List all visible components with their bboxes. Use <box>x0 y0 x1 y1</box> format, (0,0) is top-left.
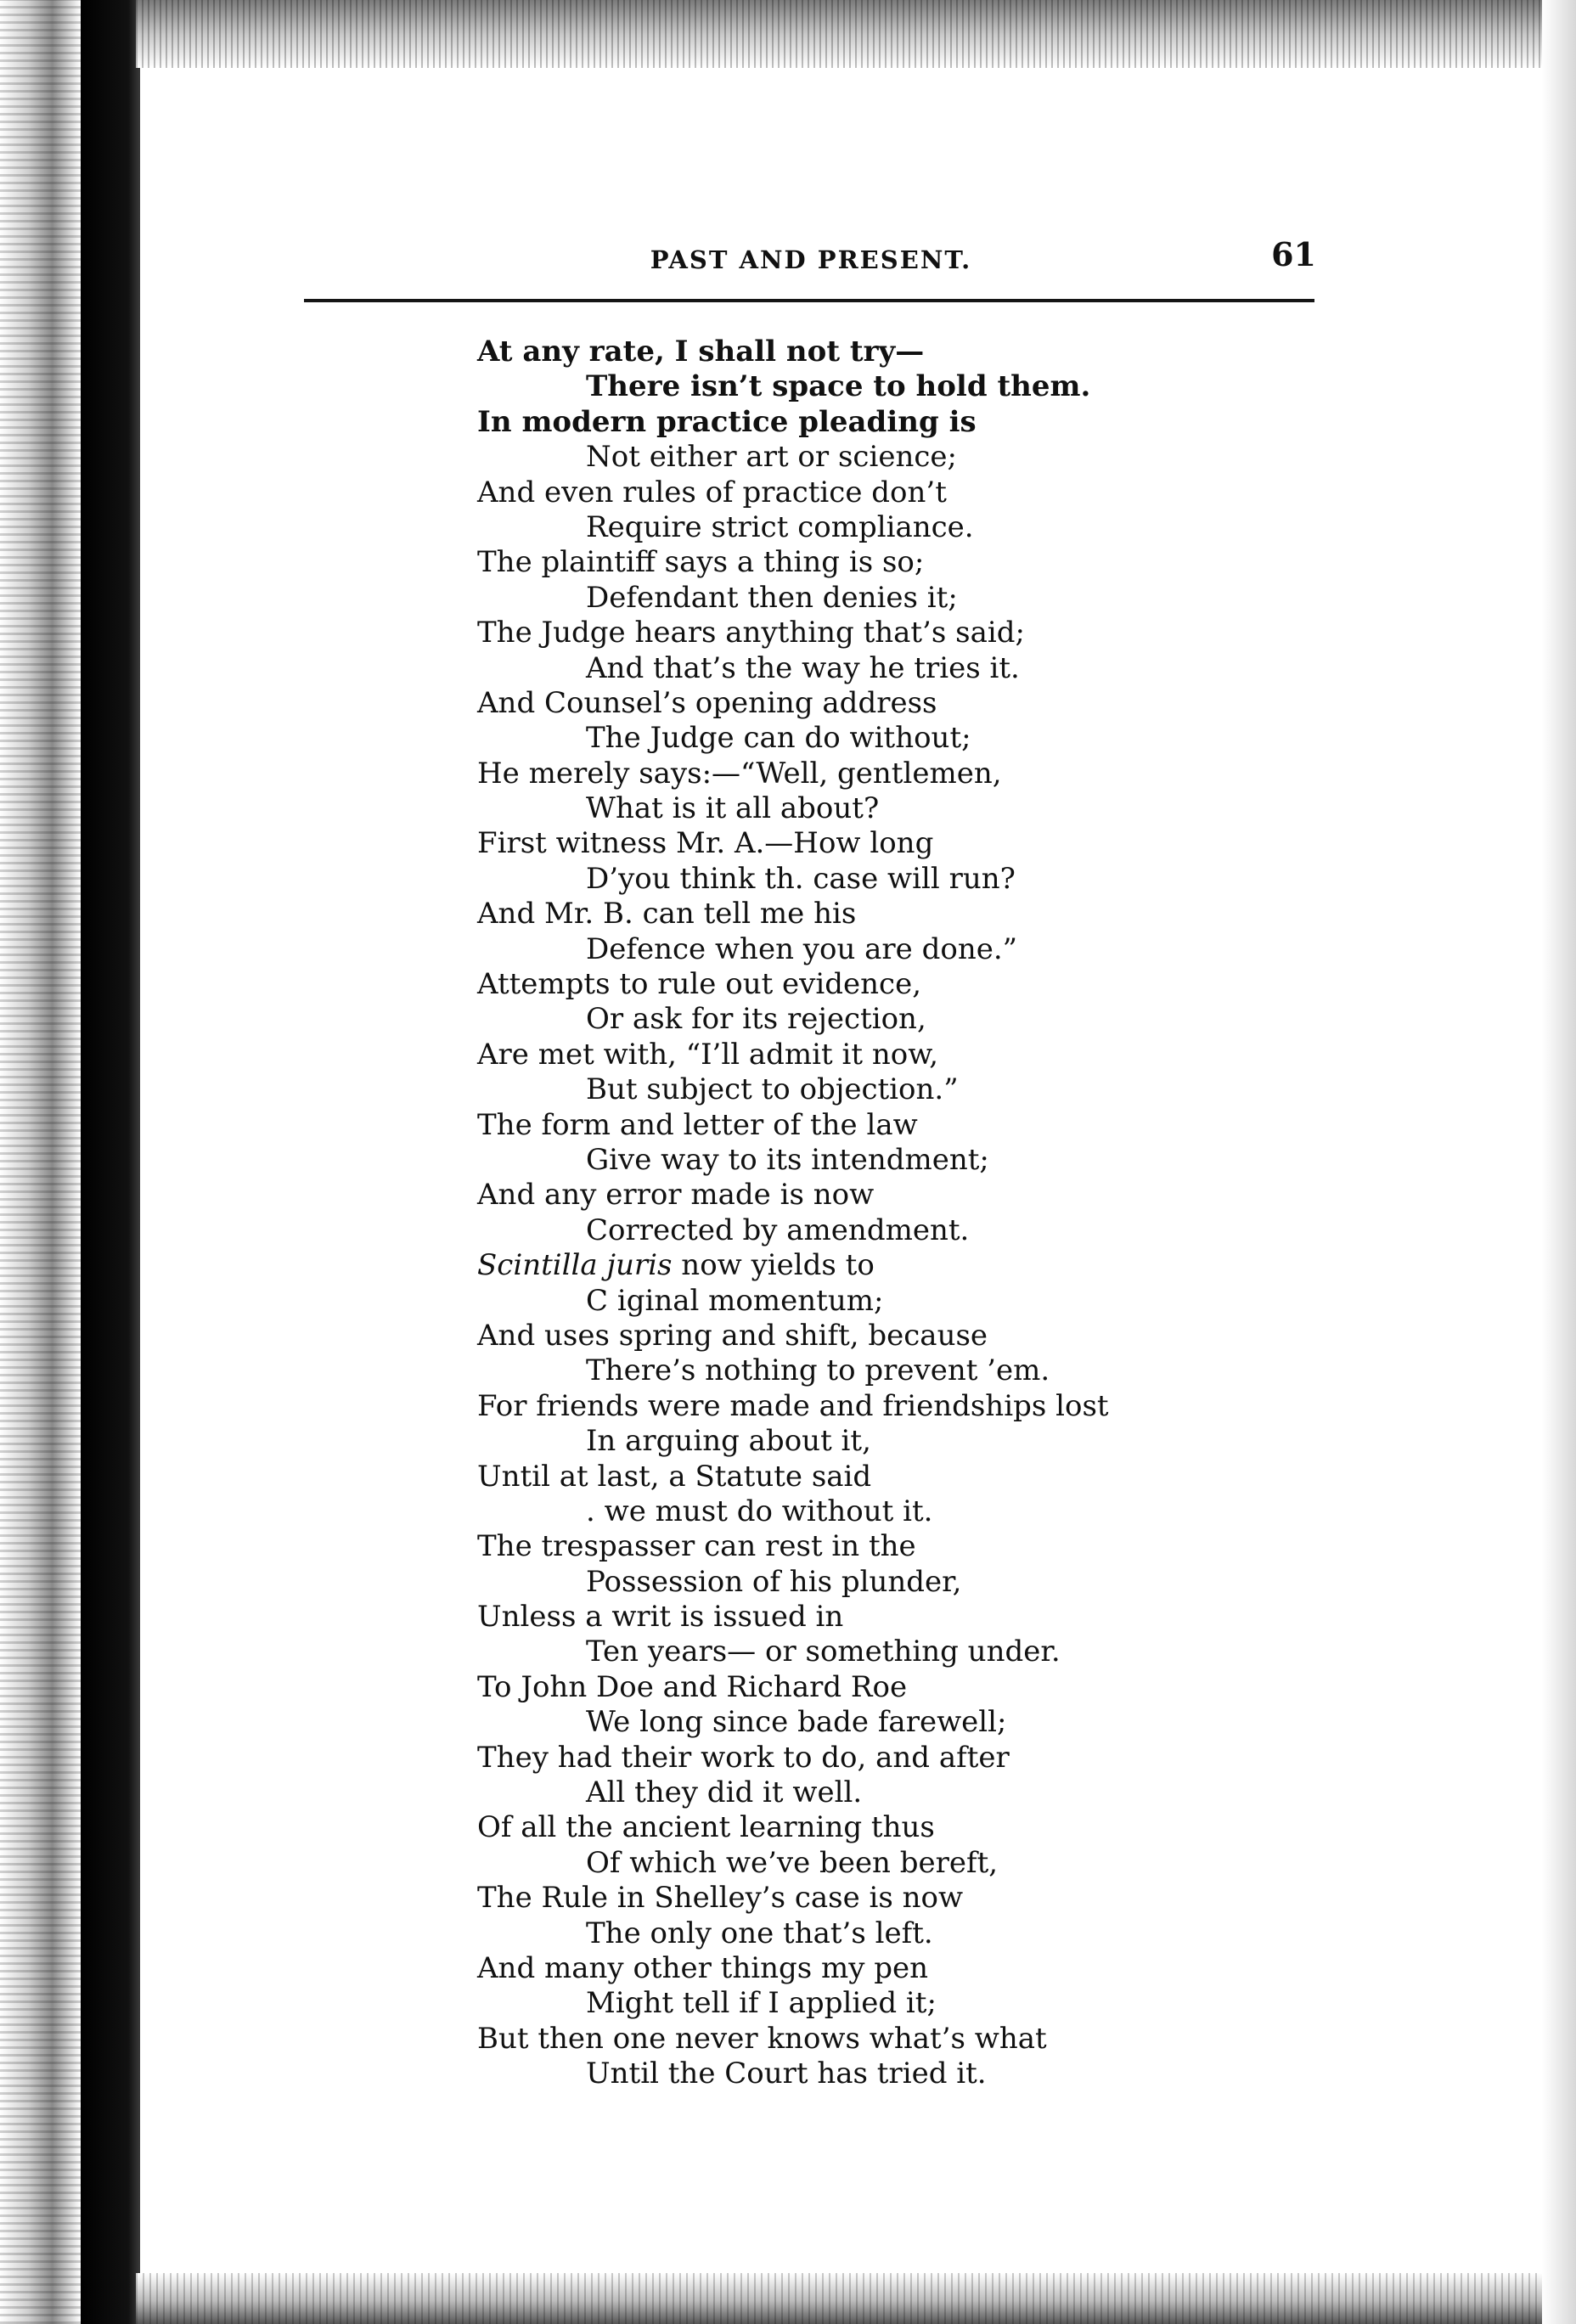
poem-line: At any rate, I shall not try— <box>477 335 925 369</box>
poem-line: He merely says:—“Well, gentlemen, <box>477 756 1002 791</box>
poem-line: The only one that’s left. <box>586 1916 933 1950</box>
poem-line: Ten years— or something under. <box>586 1635 1061 1669</box>
poem-line: Corrected by amendment. <box>586 1213 970 1247</box>
poem-line: But then one never knows what’s what <box>477 2021 1047 2056</box>
latin-phrase: Scintilla juris <box>477 1248 673 1283</box>
poem-line: And any error made is now <box>477 1178 875 1213</box>
poem-line: Attempts to rule out evidence, <box>477 967 922 1002</box>
poem-line: Might tell if I applied it; <box>586 1986 937 2021</box>
scan-edge-left <box>0 0 81 2324</box>
poem-line: The plaintiff says a thing is so; <box>477 545 925 580</box>
running-header <box>306 234 1316 284</box>
scan-edge-bottom <box>136 2273 1576 2324</box>
running-title: PAST AND PRESENT. <box>650 245 972 274</box>
poem-line: The Rule in Shelley’s case is now <box>477 1881 964 1916</box>
poem-line-scintilla <box>477 1248 1326 1283</box>
poem-line: What is it all about? <box>586 791 880 826</box>
poem-line: And uses spring and shift, because <box>477 1318 988 1353</box>
scan-edge-right <box>1542 0 1576 2324</box>
poem-line: D’you think th. case will run? <box>586 861 1016 896</box>
poem-line: There’s nothing to prevent ’em. <box>586 1353 1050 1388</box>
poem-line: We long since bade farewell; <box>586 1705 1007 1740</box>
poem-line: In arguing about it, <box>586 1424 871 1459</box>
poem-line: Of all the ancient learning thus <box>477 1810 935 1845</box>
poem-line: Until at last, a Statute said <box>477 1459 872 1494</box>
poem-line: The trespasser can rest in the <box>477 1529 916 1564</box>
poem-line: C iginal momentum; <box>586 1283 884 1318</box>
poem-line: And that’s the way he tries it. <box>586 650 1020 685</box>
poem-line: The form and letter of the law <box>477 1107 918 1142</box>
poem-line: All they did it well. <box>586 1775 863 1810</box>
poem-line: The Judge can do without; <box>586 721 971 756</box>
header-rule <box>304 299 1314 302</box>
poem-line: Or ask for its rejection, <box>586 1002 926 1037</box>
scan-edge-top <box>136 0 1576 68</box>
poem-line: Not either art or science; <box>586 440 957 475</box>
poem-line: They had their work to do, and after <box>477 1740 1010 1775</box>
poem-line: For friends were made and friendships lost <box>477 1388 1109 1423</box>
book-spine-shadow <box>81 0 140 2324</box>
poem-line: Require strict compliance. <box>586 509 974 544</box>
poem-line: Defendant then denies it; <box>586 580 958 615</box>
poem-line: Until the Court has tried it. <box>586 2057 987 2091</box>
poem-line: The Judge hears anything that’s said; <box>477 616 1025 650</box>
poem-line: Possession of his plunder, <box>586 1564 962 1599</box>
poem-line: Give way to its intendment; <box>586 1142 989 1177</box>
page-number: 61 <box>1271 235 1316 273</box>
poem-line: To John Doe and Richard Roe <box>477 1669 908 1704</box>
poem-line: First witness Mr. A.—How long <box>477 826 934 861</box>
poem-line: . we must do without it. <box>586 1494 933 1528</box>
poem-line: Unless a writ is issued in <box>477 1600 844 1635</box>
poem-line: Defence when you are done.” <box>586 931 1018 966</box>
poem-line: Of which we’ve been bereft, <box>586 1845 999 1880</box>
poem-line: And many other things my pen <box>477 1950 929 1985</box>
poem-line: Are met with, “I’ll admit it now, <box>477 1037 939 1072</box>
poem-line: But subject to objection.” <box>586 1072 959 1107</box>
poem-line: And Counsel’s opening address <box>477 685 937 720</box>
poem-line: And Mr. B. can tell me his <box>477 897 857 931</box>
poem-body <box>477 335 1326 2092</box>
poem-line: There isn’t space to hold them. <box>586 369 1091 404</box>
poem-line: And even rules of practice don’t <box>477 475 947 509</box>
poem-line-rest: now yields to <box>672 1248 875 1283</box>
poem-line: In modern practice pleading is <box>477 404 977 439</box>
